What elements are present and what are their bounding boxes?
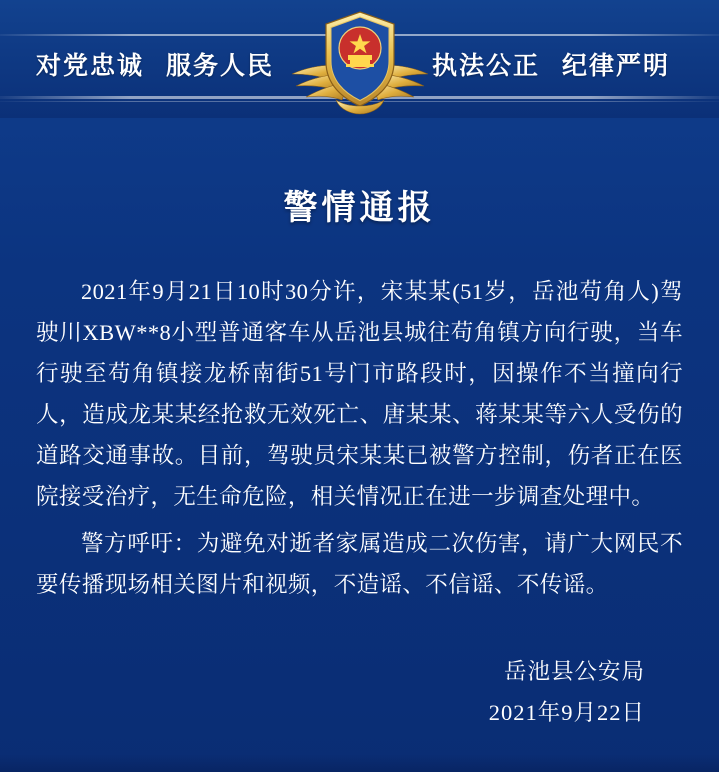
slogan-loyal-to-party: 对党忠诚: [36, 52, 145, 80]
signature-block: [0, 651, 645, 733]
slogan-strict-discipline: 纪律严明: [562, 52, 671, 80]
police-emblem-icon: [276, 4, 444, 116]
notice-paragraph-1: 2021年9月21日10时30分许，宋某某(51岁，岳池苟角人)驾驶川XBW**8小型普通客车从岳池县城往苟角镇方向行驶，当车行驶至苟角镇接龙桥南街51号门市路段时，因操作不当撞向行人，造成龙某某经抢救无效死亡、唐某某、蒋某某等六人受伤的道路交通事故。目前，驾驶员宋某某已被警方控制，伤者正在医院接受治疗，无生命危险，相关情况正在进一步调查处理中。: [36, 279, 683, 509]
notice-paragraph-2: 警方呼吁：为避免对逝者家属造成二次伤害，请广大网民不要传播现场相关图片和视频，不造谣、不信谣、不传谣。: [36, 531, 683, 597]
slogan-fair-enforcement: 执法公正: [432, 52, 541, 80]
signature-issuer: 岳池县公安局: [503, 659, 645, 684]
header-banner: [0, 0, 719, 118]
bottom-gradient-strip: [0, 754, 719, 772]
slogan-serve-the-people: 服务人民: [166, 52, 275, 80]
page-title: 警情通报: [283, 189, 436, 227]
signature-date: 2021年9月22日: [488, 700, 645, 725]
notice-body: [36, 271, 683, 605]
